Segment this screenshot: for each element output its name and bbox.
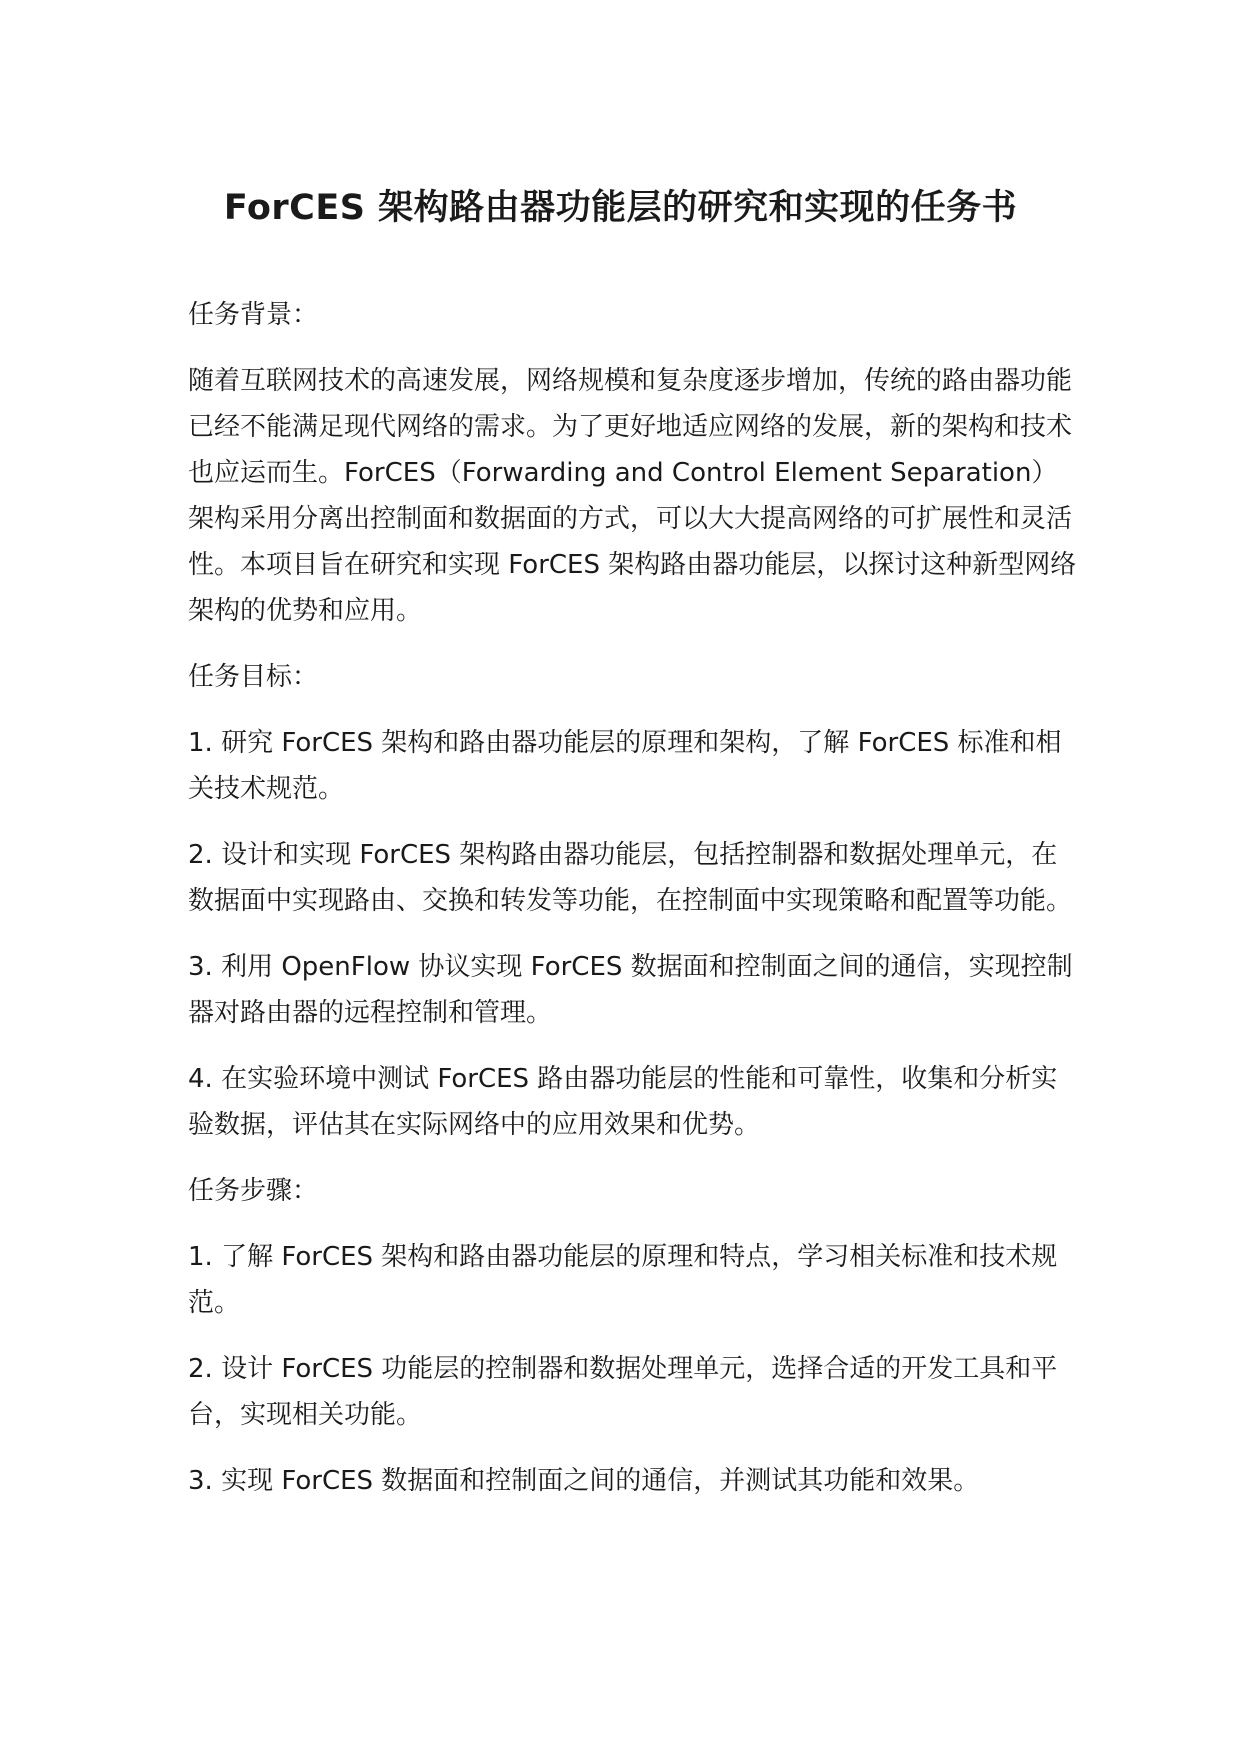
section-heading-goals: 任务目标： [188, 662, 319, 692]
document-title: ForCES 架构路由器功能层的研究和实现的任务书 [223, 188, 1018, 228]
document-body [188, 292, 1080, 1524]
step-item: 1. 了解 ForCES 架构和路由器功能层的原理和特点，学习相关标准和技术规范。 [188, 1242, 1058, 1318]
background-paragraph: 随着互联网技术的高速发展，网络规模和复杂度逐步增加，传统的路由器功能已经不能满足现代网络的需求。为了更好地适应网络的发展，新的架构和技术也应运而生。ForCES（Forwarding and Control Element Separation）架构采用分离出控制面和数据面的方式，可以大大提高网络的可扩展性和灵活性。本项目旨在研究和实现 ForCES 架构路由器功能层，以探讨这种新型网络架构的优势和应用。 [188, 366, 1077, 626]
goal-item: 3. 利用 OpenFlow 协议实现 ForCES 数据面和控制面之间的通信，实现控制器对路由器的远程控制和管理。 [188, 952, 1073, 1028]
goal-item: 1. 研究 ForCES 架构和路由器功能层的原理和架构，了解 ForCES 标准和相关技术规范。 [188, 728, 1062, 804]
step-item: 3. 实现 ForCES 数据面和控制面之间的通信，并测试其功能和效果。 [188, 1466, 980, 1496]
goal-item: 2. 设计和实现 ForCES 架构路由器功能层，包括控制器和数据处理单元，在数据面中实现路由、交换和转发等功能，在控制面中实现策略和配置等功能。 [188, 840, 1073, 916]
section-heading-background: 任务背景： [188, 300, 319, 330]
section-heading-steps: 任务步骤： [188, 1176, 319, 1206]
goal-item: 4. 在实验环境中测试 ForCES 路由器功能层的性能和可靠性，收集和分析实验数据，评估其在实际网络中的应用效果和优势。 [188, 1064, 1058, 1140]
step-item: 2. 设计 ForCES 功能层的控制器和数据处理单元，选择合适的开发工具和平台，实现相关功能。 [188, 1354, 1058, 1430]
